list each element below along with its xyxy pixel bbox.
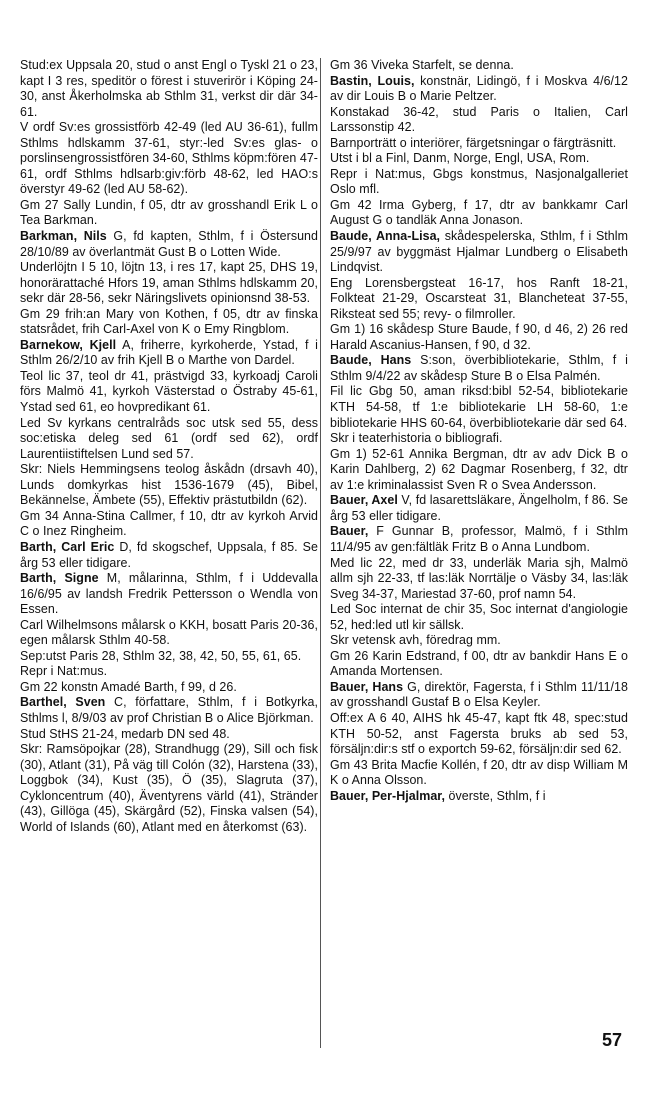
paragraph: Med lic 22, med dr 33, underläk Maria sjh, Malmö allm sjh 22-33, tf las:läk Norrtälje o Väsby 34, las:läk Sveg 34-37, Mariestad 37-60, prof namn 54. <box>330 555 628 601</box>
paragraph: Repr i Nat:mus. <box>20 664 108 679</box>
entry-text: överste, Sthlm, f i <box>445 788 546 803</box>
paragraph: Gm 43 Brita Macfie Kollén, f 20, dtr av disp William M K o Anna Olsson. <box>330 757 628 788</box>
paragraph: Carl Wilhelmsons målarsk o KKH, bosatt Paris 20-36, egen målarsk Sthlm 40-58. <box>20 617 318 648</box>
paragraph: Gm 26 Karin Edstrand, f 00, dtr av bankdir Hans E o Amanda Mortensen. <box>330 648 628 679</box>
paragraph: Teol lic 37, teol dr 41, prästvigd 33, kyrkoadj Caroli förs Malmö 41, kyrkoh Västerstad o Östraby 45-61, Ystad sed 61, eo hovpredikant 61. <box>20 368 318 415</box>
biography-entry <box>20 338 318 369</box>
biography-entry <box>20 571 318 618</box>
entry-name: Barkman, Nils <box>20 229 107 244</box>
left-column <box>20 58 318 835</box>
entry-text: V, fd lasarettsläkare, Ängelholm, f 86. Se årg 53 eller tidigare. <box>330 493 629 523</box>
paragraph: Eng Lorensbergsteat 16-17, hos Ranft 18-21, Folkteat 21-29, Oscarsteat 31, Blancheteat 37-55, Riksteat sed 55; revy- o filmroller. <box>330 275 628 321</box>
paragraph: Stud:ex Uppsala 20, stud o anst Engl o Tyskl 21 o 23, kapt I 3 res, speditör o förest i stuverirör i Köping 24-30, anst Åkerholmska ab Sthlm 31, verkst dir där 34-61. <box>20 58 318 119</box>
entry-name: Barth, Signe <box>20 571 99 586</box>
paragraph: V ordf Sv:es grossistförb 42-49 (led AU 36-61), fullm Sthlms hdlskamm 37-61, styr:-led Sv:es glas- o porslinsengrossistfören 34-60, Sthlms köpm:fören 47-61, ordf Sthlms hdlsarb:giv:förb 48-62, led HAO:s överstyr 49-62 (led AU 58-62). <box>20 120 318 197</box>
paragraph: Repr i Nat:mus, Gbgs konstmus, Nasjonalgalleriet Oslo mfl. <box>330 166 628 197</box>
entry-text: G, fd kapten, Sthlm, f i Östersund 28/10/89 av överlantmät Gust B o Lotten Wide. <box>20 229 318 259</box>
biography-entry <box>330 680 628 711</box>
paragraph: Gm 27 Sally Lundin, f 05, dtr av grosshandl Erik L o Tea Barkman. <box>20 197 318 228</box>
paragraph: Sep:utst Paris 28, Sthlm 32, 38, 42, 50, 55, 61, 65. <box>20 648 302 663</box>
entry-text: D, fd skogschef, Uppsala, f 85. Se årg 53 eller tidigare. <box>20 539 318 570</box>
entry-text: M, målarinna, Sthlm, f i Uddevalla 16/6/95 av landsh Fredrik Pettersson o Wendla von Essen. <box>20 571 318 617</box>
paragraph: Barnporträtt o interiörer, färgetsningar o färgträsnitt. <box>330 135 617 150</box>
entry-text: G, direktör, Fagersta, f i Sthlm 11/11/18 av grosshandl Gustaf B o Elsa Keyler. <box>330 679 628 710</box>
paragraph: Skr: Ramsöpojkar (28), Strandhugg (29), Sill och fisk (30), Atlant (31), På väg till Colón (32), Harstena (33), Loggbok (34), Kust (35), Ö (35), Slagruta (37), Cykloncentrum (40), Äventyrens värld (41), Stränder (43), Gillöga (45), Skärgård (52), Finska valsen (54), World of Islands (60), Atlant med en återkomst (63). <box>20 742 318 834</box>
biography-entry <box>330 493 628 524</box>
paragraph: Led Sv kyrkans centralråds soc utsk sed 55, dess soc:etiska deleg sed 61 (ordf sed 62), ordf Laurentiistiftelsen Lund sed 57. <box>20 415 318 461</box>
biography-entry <box>20 540 318 571</box>
biography-entry <box>20 695 318 726</box>
page-number: 57 <box>602 1030 623 1050</box>
entry-text: skådespelerska, Sthlm, f i Sthlm 25/9/97 av byggmäst Hjalmar Lundberg o Elisabeth Lindqvist. <box>330 229 628 275</box>
entry-name: Bauer, Per-Hjalmar, <box>330 788 446 803</box>
entry-name: Bauer, Axel <box>330 493 398 508</box>
entry-name: Bastin, Louis, <box>330 73 415 88</box>
paragraph: Utst i bl a Finl, Danm, Norge, Engl, USA, Rom. <box>330 151 590 166</box>
entry-text: F Gunnar B, professor, Malmö, f i Sthlm 11/4/95 av gen:fältläk Fritz B o Anna Lundbom. <box>330 524 628 554</box>
biography-entry <box>330 353 628 384</box>
paragraph: Skr vetensk avh, föredrag mm. <box>330 633 501 648</box>
paragraph: Gm 1) 16 skådesp Sture Baude, f 90, d 46, 2) 26 red Harald Ascanius-Hansen, f 90, d 32. <box>330 322 628 352</box>
biography-entry <box>330 229 628 276</box>
right-column <box>330 58 628 804</box>
paragraph: Gm 36 Viveka Starfelt, se denna. <box>330 58 514 72</box>
biography-entry <box>330 74 628 105</box>
entry-text: konstnär, Lidingö, f i Moskva 4/6/12 av dir Louis B o Marie Peltzer. <box>330 73 628 104</box>
entry-name: Barthel, Sven <box>20 695 106 710</box>
paragraph: Konstakad 36-42, stud Paris o Italien, Carl Larssonstip 42. <box>330 104 628 135</box>
paragraph: Underlöjtn I 5 10, löjtn 13, i res 17, kapt 25, DHS 19, honorärattaché Hfors 19, aman Sthlms hdlskamm 20, sekr där 28-56, sekr Näringslivets opinionsnd 38-53. <box>20 260 318 306</box>
column-divider <box>320 58 321 1048</box>
biography-entry <box>330 524 628 555</box>
paragraph: Fil lic Gbg 50, aman riksd:bibl 52-54, bibliotekarie KTH 54-58, tf 1:e bibliotekarie LH 58-60, 1:e bibliotekarie HHS 60-64, överbibliotekarie där sed 64. <box>330 384 628 430</box>
biography-entry <box>330 789 628 805</box>
biography-entry <box>20 229 318 260</box>
entry-name: Baude, Anna-Lisa, <box>330 229 441 244</box>
paragraph: Gm 34 Anna-Stina Callmer, f 10, dtr av kyrkoh Arvid C o Inez Ringheim. <box>20 508 318 539</box>
entry-name: Bauer, <box>330 524 369 539</box>
paragraph: Led Soc internat de chir 35, Soc internat d'angiologie 52, hed:led utl kir sällsk. <box>330 602 628 632</box>
entry-name: Barth, Carl Eric <box>20 539 115 554</box>
paragraph: Gm 1) 52-61 Annika Bergman, dtr av adv Dick B o Karin Dahlberg, 2) 62 Dagmar Rosenberg, f 32, dtr av 1:e kriminalassist Sven R o Svea Andersson. <box>330 446 628 492</box>
entry-name: Barnekow, Kjell <box>20 337 117 352</box>
paragraph: Skr i teaterhistoria o bibliografi. <box>330 431 503 446</box>
entry-text: S:son, överbibliotekarie, Sthlm, f i Sthlm 9/4/22 av skådesp Sture B o Elsa Palmén. <box>330 353 628 383</box>
paragraph: Stud StHS 21-24, medarb DN sed 48. <box>20 726 230 741</box>
entry-name: Baude, Hans <box>330 353 412 368</box>
entry-text: A, friherre, kyrkoherde, Ystad, f i Sthlm 26/2/10 av frih Kjell B o Marthe von Dardel. <box>20 337 318 368</box>
paragraph: Gm 29 frih:an Mary von Kothen, f 05, dtr av finska statsrådet, frih Carl-Axel von K o Emy Ringblom. <box>20 306 318 337</box>
paragraph: Gm 42 Irma Gyberg, f 17, dtr av bankkamr Carl August G o tandläk Anna Jonason. <box>330 197 628 228</box>
entry-name: Bauer, Hans <box>330 679 404 694</box>
paragraph: Off:ex A 6 40, AIHS hk 45-47, kapt ftk 48, spec:stud KTH 50-52, anst Fagersta bruks ab sed 53, försäljn:dir:s stf o exportch 59-62, försäljn:dir sed 62. <box>330 710 628 757</box>
paragraph: Skr: Niels Hemmingsens teolog åskådn (drsavh 40), Lunds domkyrkas hist 1536-1679 (45), Bibel, Bekännelse, Ämbete (55), Effektiv prästutbildn (62). <box>20 462 318 508</box>
entry-text: C, författare, Sthlm, f i Botkyrka, Sthlms l, 8/9/03 av prof Christian B o Alice Björkman. <box>20 695 319 725</box>
paragraph: Gm 22 konstn Amadé Barth, f 99, d 26. <box>20 679 237 694</box>
